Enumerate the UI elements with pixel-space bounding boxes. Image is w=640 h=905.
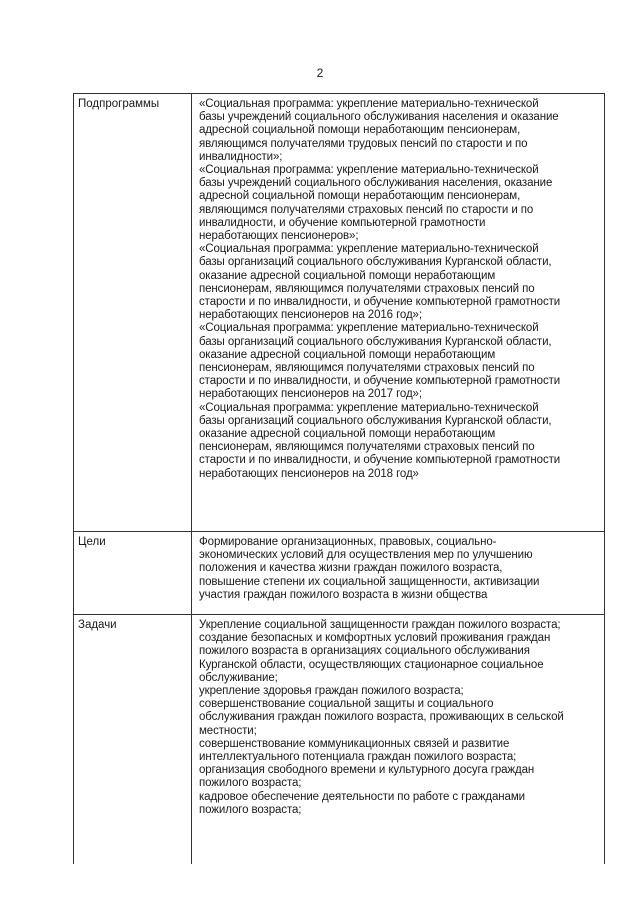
text-line: «Социальная программа: укрепление материально-технической — [199, 243, 539, 256]
text-line: базы учреждений социального обслуживания населения, оказание — [199, 177, 553, 190]
text-line: оказание адресной социальной помощи неработающим — [199, 348, 496, 361]
text-line: совершенствование коммуникационных связей и развитие — [199, 737, 510, 750]
text-line: Курганской области, осуществляющих стационарное социальное — [199, 658, 544, 671]
text-line: «Социальная программа: укрепление материально-технической — [199, 164, 539, 177]
goals-content — [192, 532, 605, 615]
text-line: неработающих пенсионеров на 2018 год» — [199, 467, 419, 480]
text-line: базы организаций социального обслуживания Курганской области, — [199, 335, 552, 348]
text-line: интеллектуального потенциала граждан пожилого возраста; — [199, 751, 517, 764]
text-line: пожилого возраста в организациях социального обслуживания — [199, 645, 530, 658]
text-line: старости и по инвалидности, и обучение компьютерной грамотности — [199, 454, 561, 467]
text-line: обслуживание; — [199, 671, 278, 684]
text-line: повышение степени их социальной защищенности, активизации — [199, 575, 540, 588]
text-line: адресной социальной помощи неработающим пенсионерам, — [199, 124, 521, 137]
text-line: старости и по инвалидности, и обучение компьютерной грамотности — [199, 375, 561, 388]
text-line: Укрепление социальной защищенности граждан пожилого возраста; — [199, 619, 561, 631]
text-line: инвалидности»; — [199, 150, 283, 163]
subprograms-label: Подпрограммы — [74, 94, 192, 532]
subprograms-content — [192, 94, 605, 532]
text-line: пожилого возраста; — [199, 803, 302, 816]
text-line: местности; — [199, 724, 257, 737]
text-line: «Социальная программа: укрепление материально-технической — [199, 322, 539, 335]
text-line: положения и качества жизни граждан пожилого возраста, — [199, 562, 503, 575]
text-line: неработающих пенсионеров на 2016 год»; — [199, 309, 422, 322]
page-number: 2 — [316, 66, 324, 80]
goals-label: Цели — [74, 532, 192, 615]
program-passport-table — [73, 93, 605, 864]
text-line: участия граждан пожилого возраста в жизни общества — [199, 588, 488, 601]
text-line: адресной социальной помощи неработающим пенсионерам, — [199, 190, 521, 203]
table-row-goals — [74, 532, 605, 615]
text-line: организация свободного времени и культурного досуга граждан — [199, 764, 535, 777]
text-line: базы организаций социального обслуживания Курганской области, — [199, 256, 552, 269]
text-line: базы учреждений социального обслуживания населения и оказание — [199, 111, 559, 124]
text-line: укрепление здоровья граждан пожилого возраста; — [199, 685, 464, 698]
text-line: создание безопасных и комфортных условий проживания граждан — [199, 632, 551, 645]
text-line: базы организаций социального обслуживания Курганской области, — [199, 414, 552, 427]
text-line: пожилого возраста; — [199, 777, 302, 790]
text-line: оказание адресной социальной помощи неработающим — [199, 269, 496, 282]
text-line: неработающих пенсионеров на 2017 год»; — [199, 388, 422, 401]
text-line: пенсионерам, являющимся получателями страховых пенсий по — [199, 441, 535, 454]
text-line: старости и по инвалидности, и обучение компьютерной грамотности — [199, 296, 561, 309]
text-line: совершенствование социальной защиты и социального — [199, 698, 494, 711]
text-line: экономических условий для осуществления мер по улучшению — [199, 549, 533, 562]
text-line: Формирование организационных, правовых, социально- — [199, 536, 497, 548]
text-line: обслуживания граждан пожилого возраста, проживающих в сельской — [199, 711, 564, 724]
tasks-content — [192, 615, 605, 865]
text-line: оказание адресной социальной помощи неработающим — [199, 428, 496, 441]
table-row-subprograms — [74, 94, 605, 532]
text-line: «Социальная программа: укрепление материально-технической — [199, 98, 539, 110]
tasks-label: Задачи — [74, 615, 192, 865]
text-line: неработающих пенсионеров»; — [199, 230, 359, 243]
text-line: пенсионерам, являющимся получателями страховых пенсий по — [199, 282, 535, 295]
text-line: являющимся получателями трудовых пенсий по старости и по — [199, 137, 528, 150]
text-line: кадровое обеспечение деятельности по работе с гражданами — [199, 790, 525, 803]
table-row-tasks — [74, 615, 605, 865]
text-line: пенсионерам, являющимся получателями страховых пенсий по — [199, 362, 535, 375]
text-line: инвалидности, и обучение компьютерной грамотности — [199, 216, 486, 229]
text-line: «Социальная программа: укрепление материально-технической — [199, 401, 539, 414]
text-line: являющимся получателями страховых пенсий по старости и по — [199, 203, 534, 216]
